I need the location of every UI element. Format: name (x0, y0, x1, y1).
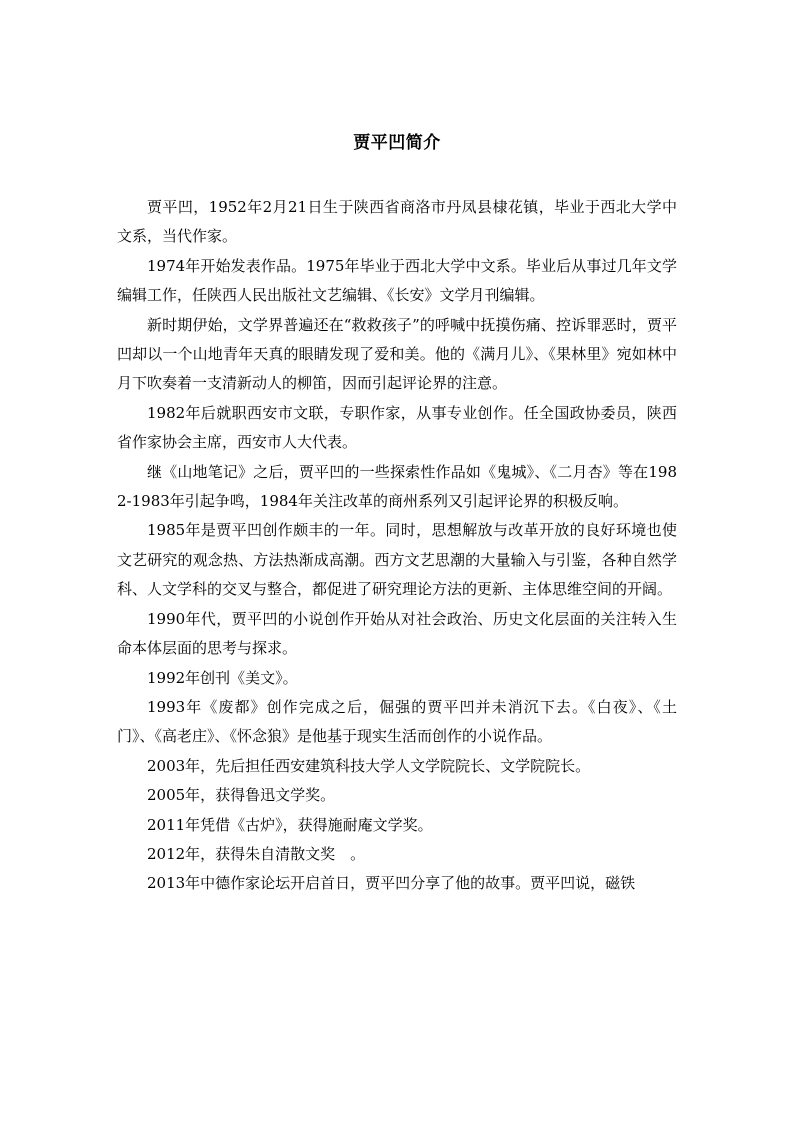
paragraph-2013: 2013年中德作家论坛开启首日，贾平凹分享了他的故事。贾平凹说，磁铁 (147, 874, 636, 893)
paragraph-shandi-biji: 继《山地笔记》之后，贾平凹的一些探索性作品如《鬼城》、《二月杏》等在1982-1983年引起争鸣，1984年关注改革的商州系列又引起评论界的积极反响。 (117, 462, 677, 511)
paragraph-1982: 1982年后就职西安市文联，专职作家，从事专业创作。任全国政协委员，陕西省作家协会主席，西安市人大代表。 (117, 403, 677, 452)
paragraph-2012: 2012年，获得朱自清散文奖 。 (147, 844, 366, 863)
paragraph-2005: 2005年，获得鲁迅文学奖。 (147, 786, 336, 805)
paragraph-1985: 1985年是贾平凹创作颇丰的一年。同时，思想解放与改革开放的良好环境也使文艺研究的观念热、方法热渐成高潮。西方文艺思潮的大量输入与引鉴，各种自然学科、人文学科的交叉与整合，都促进了研究理论方法的更新、主体思维空间的开阔。 (117, 521, 677, 599)
paragraph-1974: 1974年开始发表作品。1975年毕业于西北大学中文系。毕业后从事过几年文学编辑工作，任陕西人民出版社文艺编辑、《长安》文学月刊编辑。 (117, 256, 677, 305)
document-title: 贾平凹简介 (353, 133, 441, 153)
paragraph-2011: 2011年凭借《古炉》，获得施耐庵文学奖。 (147, 815, 433, 834)
paragraph-birth: 贾平凹，1952年2月21日生于陕西省商洛市丹凤县棣花镇，毕业于西北大学中文系，当代作家。 (117, 198, 677, 246)
paragraph-1992: 1992年创刊《美文》。 (147, 668, 298, 687)
paragraph-new-era: 新时期伊始，文学界普遍还在“救救孩子”的呼喊中抚摸伤痛、控诉罪恶时，贾平凹却以一个山地青年天真的眼睛发现了爱和美。他的《满月儿》、《果林里》宛如林中月下吹奏着一支清新动人的柳笛，因而引起评论界的注意。 (117, 315, 677, 393)
paragraph-1993: 1993年《废都》创作完成之后，倔强的贾平凹并未消沉下去。《白夜》、《土门》、《高老庄》、《怀念狼》是他基于现实生活而创作的小说作品。 (117, 697, 677, 746)
paragraph-2003: 2003年，先后担任西安建筑科技大学人文学院院长、文学院院长。 (147, 756, 591, 775)
document-body (117, 193, 677, 899)
paragraph-1990s: 1990年代，贾平凹的小说创作开始从对社会政治、历史文化层面的关注转入生命本体层面的思考与探求。 (117, 609, 677, 658)
